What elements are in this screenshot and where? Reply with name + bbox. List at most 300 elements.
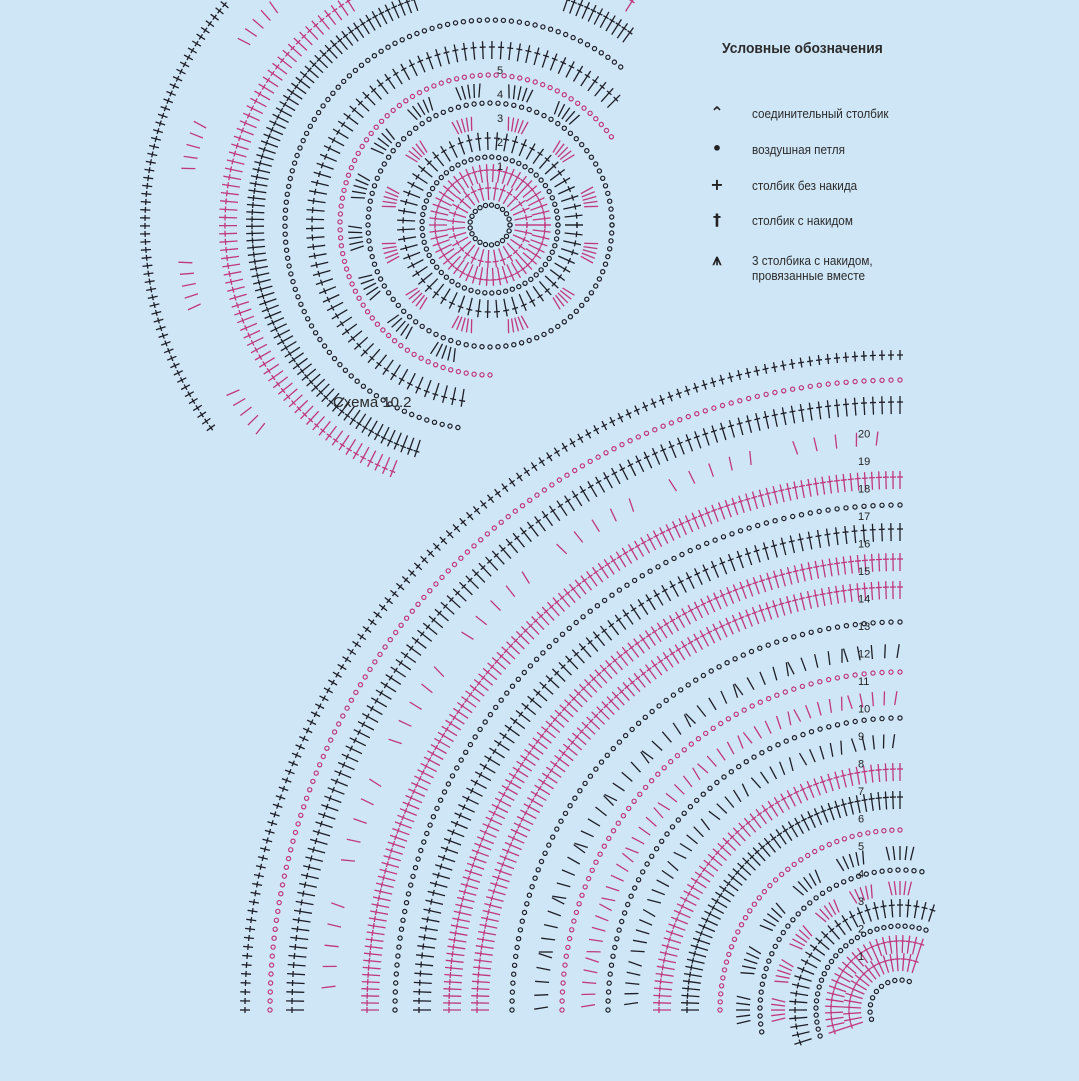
double-crochet-mark	[488, 300, 489, 318]
chain-stitch-mark	[827, 842, 831, 846]
chain-stitch-mark	[424, 247, 428, 251]
double-crochet-mark	[269, 121, 285, 129]
double-crochet-mark	[530, 204, 547, 210]
chain-stitch-mark	[504, 289, 508, 293]
stitch-crossbar	[820, 482, 826, 483]
double-crochet-mark	[252, 273, 270, 277]
chain-stitch-mark	[758, 1006, 762, 1010]
double-crochet-mark	[622, 772, 633, 781]
stitch-crossbar	[481, 944, 482, 950]
double-crochet-mark	[349, 242, 363, 245]
double-crochet-mark	[447, 953, 465, 955]
stitch-crossbar	[800, 569, 806, 570]
chain-stitch-mark	[492, 526, 496, 530]
double-crochet-mark	[306, 26, 318, 39]
double-crochet-mark	[858, 907, 865, 924]
chain-stitch-mark	[602, 844, 606, 848]
chain-stitch-mark	[767, 959, 771, 963]
double-crochet-mark	[447, 228, 465, 230]
double-crochet-mark	[222, 184, 240, 187]
chain-stitch-mark	[774, 878, 778, 882]
double-crochet-mark	[907, 899, 908, 917]
legend-label: воздушная петля	[752, 142, 845, 157]
double-crochet-mark	[846, 993, 863, 998]
double-crochet-mark	[310, 839, 327, 844]
double-crochet-mark	[787, 483, 791, 501]
row-number-label: 19	[858, 456, 871, 468]
double-crochet-mark	[815, 561, 818, 579]
stitch-crossbar	[494, 312, 500, 313]
double-crochet-mark	[809, 873, 816, 885]
stitch-crossbar	[795, 999, 796, 1005]
double-crochet-mark	[513, 235, 530, 242]
chain-stitch-mark	[517, 937, 521, 941]
stitch-crossbar	[318, 271, 320, 277]
double-crochet-mark	[400, 809, 417, 816]
double-crochet-mark	[295, 400, 308, 413]
double-crochet-mark	[515, 230, 533, 234]
double-crochet-mark	[721, 691, 727, 704]
chain-stitch-mark	[874, 989, 878, 993]
double-crochet-mark	[843, 1013, 861, 1014]
double-crochet-mark	[534, 1007, 548, 1009]
double-crochet-mark	[384, 197, 398, 201]
double-crochet-mark	[763, 919, 775, 926]
chain-stitch-mark	[616, 821, 620, 825]
double-crochet-mark	[835, 920, 846, 935]
double-crochet-mark	[361, 799, 374, 805]
double-crochet-mark	[406, 796, 423, 803]
double-crochet-mark	[846, 1022, 863, 1028]
double-crochet-mark	[348, 331, 362, 342]
double-crochet-mark	[674, 852, 687, 858]
double-crochet-mark	[221, 256, 239, 258]
double-crochet-mark	[574, 532, 583, 543]
stitch-crossbar	[470, 869, 472, 875]
stitch-crossbar	[316, 262, 317, 268]
stitch-crossbar	[745, 553, 751, 555]
double-crochet-mark	[687, 835, 698, 844]
double-crochet-mark	[480, 764, 496, 773]
double-crochet-mark	[398, 237, 416, 240]
legend-item-double-crochet	[700, 210, 1000, 234]
double-crochet-mark	[455, 813, 472, 820]
chain-stitch-mark	[295, 153, 299, 157]
double-crochet-mark	[384, 856, 401, 861]
chain-stitch-mark	[556, 216, 560, 220]
double-crochet-mark	[902, 935, 903, 953]
double-crochet-mark	[527, 522, 538, 536]
double-crochet-mark	[466, 118, 468, 132]
chain-stitch-mark	[469, 288, 473, 292]
double-crochet-mark	[411, 783, 427, 791]
stitch-crossbar	[834, 533, 840, 534]
chain-stitch-mark	[800, 632, 804, 636]
chain-stitch-mark	[644, 431, 648, 435]
stitch-crossbar	[855, 561, 861, 562]
double-crochet-mark	[385, 5, 393, 21]
stitch-crossbar	[260, 286, 262, 292]
double-crochet-mark	[182, 284, 196, 287]
double-crochet-mark	[383, 457, 390, 474]
double-crochet-mark	[864, 397, 865, 415]
stitch-crossbar	[160, 325, 162, 331]
double-crochet-mark	[261, 10, 270, 20]
stitch-crossbar	[232, 159, 233, 165]
stitch-crossbar	[147, 263, 148, 269]
double-crochet-mark	[459, 891, 476, 896]
chain-stitch-mark	[393, 339, 397, 343]
chain-stitch-mark	[637, 721, 641, 725]
chain-stitch-mark	[813, 849, 817, 853]
double-crochet-mark	[424, 909, 442, 913]
double-crochet-mark	[418, 103, 425, 115]
chain-stitch-mark	[472, 372, 476, 376]
chain-stitch-mark	[402, 309, 406, 313]
stitch-crossbar	[848, 561, 854, 562]
double-crochet-mark	[794, 976, 811, 982]
stitch-crossbar	[512, 141, 518, 143]
stitch-crossbar	[781, 413, 787, 414]
stitch-crossbar	[728, 425, 734, 427]
chain-stitch-mark	[535, 336, 539, 340]
double-crochet-mark	[845, 526, 847, 544]
stitch-crossbar	[454, 937, 455, 943]
chain-stitch-mark	[594, 284, 598, 288]
double-crochet-mark	[753, 607, 759, 624]
chain-stitch-mark	[556, 223, 560, 227]
chain-stitch-mark	[450, 167, 454, 171]
bottom-doily-diagram	[240, 350, 935, 1045]
chain-stitch-mark	[483, 155, 487, 159]
chain-stitch-mark	[518, 928, 522, 932]
row-number-label: 11	[858, 676, 870, 688]
chain-stitch-mark	[270, 954, 274, 958]
double-crochet-mark	[518, 86, 521, 100]
double-crochet-mark	[414, 982, 432, 983]
chain-stitch-mark	[420, 219, 424, 223]
double-crochet-mark	[403, 802, 420, 809]
stitch-crossbar	[667, 944, 669, 950]
double-crochet-mark	[422, 684, 433, 693]
stitch-crossbar	[431, 899, 432, 905]
chain-stitch-mark	[879, 984, 883, 988]
double-crochet-mark	[695, 568, 703, 584]
chain-stitch-mark	[907, 979, 911, 983]
stitch-crossbar	[451, 965, 452, 971]
stitch-crossbar	[399, 660, 402, 665]
chain-stitch-mark	[715, 780, 719, 784]
stitch-crossbar	[841, 590, 847, 591]
double-crochet-mark	[558, 293, 568, 303]
double-crochet-mark	[500, 856, 517, 863]
double-crochet-mark	[743, 858, 756, 871]
stitch-crossbar	[745, 372, 751, 373]
double-crochet-mark	[452, 237, 468, 246]
double-crochet-mark	[550, 761, 565, 772]
double-crochet-mark	[782, 407, 786, 425]
legend-label: столбик без накида	[752, 178, 858, 193]
double-crochet-mark	[397, 815, 414, 822]
stitch-crossbar	[736, 374, 742, 376]
chain-stitch-mark	[842, 837, 846, 841]
chain-stitch-mark	[401, 918, 405, 922]
chain-stitch-mark	[880, 869, 884, 873]
double-crochet-mark	[470, 857, 487, 863]
stitch-crossbar	[387, 861, 389, 867]
chain-stitch-mark	[464, 343, 468, 347]
double-crochet-mark	[877, 958, 884, 975]
double-crochet-mark	[611, 656, 622, 670]
stitch-crossbar	[315, 189, 316, 195]
chain-stitch-mark	[671, 693, 675, 697]
chain-stitch-mark	[562, 93, 566, 97]
chain-stitch-mark	[455, 77, 459, 81]
double-crochet-mark	[237, 128, 254, 135]
double-crochet-mark	[882, 523, 883, 541]
chain-stitch-mark	[398, 936, 402, 940]
double-crochet-mark	[718, 843, 731, 855]
stitch-crossbar	[862, 560, 868, 561]
double-crochet-mark	[656, 974, 674, 977]
chain-stitch-mark	[543, 262, 547, 266]
chain-stitch-mark	[305, 131, 309, 135]
double-crochet-mark	[873, 735, 874, 749]
double-crochet-mark	[764, 838, 775, 852]
stitch-crossbar	[292, 357, 295, 362]
chain-stitch-mark	[444, 275, 448, 279]
chain-stitch-mark	[435, 806, 439, 810]
stitch-crossbar	[799, 598, 805, 599]
double-crochet-mark	[623, 28, 634, 43]
double-crochet-mark	[611, 875, 624, 881]
chain-stitch-mark	[305, 796, 309, 800]
double-crochet-mark	[588, 5, 596, 21]
chain-stitch-mark	[535, 110, 539, 114]
chain-stitch-mark	[379, 169, 383, 173]
chain-stitch-mark	[468, 743, 472, 747]
chain-stitch-mark	[657, 704, 661, 708]
chain-stitch-mark	[543, 851, 547, 855]
chain-stitch-mark	[822, 972, 826, 976]
stitch-crossbar	[849, 998, 850, 1004]
double-crochet-mark	[472, 981, 490, 982]
chain-stitch-mark	[871, 717, 875, 721]
chain-stitch-mark	[539, 268, 543, 272]
chain-stitch-mark	[477, 18, 481, 22]
double-crochet-mark	[413, 174, 428, 184]
chain-stitch-mark	[415, 31, 419, 35]
chain-stitch-mark	[520, 105, 524, 109]
stitch-crossbar	[433, 890, 434, 896]
chain-stitch-mark	[549, 27, 553, 31]
double-crochet-mark	[479, 267, 482, 285]
double-crochet-mark	[510, 718, 524, 729]
chain-stitch-mark	[302, 310, 306, 314]
chain-stitch-mark	[426, 360, 430, 364]
chain-stitch-mark	[678, 418, 682, 422]
chain-stitch-mark	[372, 262, 376, 266]
double-crochet-mark	[713, 624, 721, 640]
double-crochet-mark	[581, 1005, 595, 1007]
stitch-crossbar	[834, 806, 840, 808]
chain-stitch-mark	[280, 883, 284, 887]
chain-stitch-mark	[514, 954, 518, 958]
chain-stitch-mark	[527, 107, 531, 111]
chain-stitch-mark	[293, 161, 297, 165]
double-crochet-mark	[770, 767, 777, 779]
chain-stitch-mark	[413, 866, 417, 870]
chain-stitch-mark	[655, 847, 659, 851]
double-crochet-mark	[668, 861, 678, 870]
double-crochet-mark	[429, 230, 447, 232]
chain-stitch-mark	[368, 667, 372, 671]
stitch-crossbar	[372, 930, 373, 936]
double-crochet-mark	[479, 165, 482, 183]
chain-stitch-mark	[713, 538, 717, 542]
slip-stitch-icon: ⌃	[710, 103, 724, 122]
chain-stitch-mark	[318, 337, 322, 341]
double-crochet-mark	[393, 69, 403, 84]
chain-stitch-mark	[898, 716, 902, 720]
chain-stitch-mark	[791, 387, 795, 391]
double-crochet-mark	[294, 38, 307, 50]
chain-stitch-mark	[563, 811, 567, 815]
stitch-crossbar	[831, 997, 832, 1003]
stitch-crossbar	[792, 487, 798, 488]
double-crochet-mark	[766, 602, 772, 619]
chain-stitch-mark	[476, 290, 480, 294]
chain-stitch-mark	[563, 963, 567, 967]
chain-stitch-mark	[349, 166, 353, 170]
chain-stitch-mark	[432, 420, 436, 424]
chain-stitch-mark	[871, 621, 875, 625]
stitch-crossbar	[806, 484, 812, 485]
double-crochet-mark	[249, 190, 267, 193]
stitch-crossbar	[378, 895, 379, 901]
double-crochet-mark	[253, 169, 271, 173]
chain-stitch-mark	[844, 380, 848, 384]
stitch-crossbar	[455, 930, 456, 936]
double-crochet-mark	[294, 910, 312, 913]
double-crochet-mark	[367, 706, 383, 715]
chain-stitch-mark	[594, 162, 598, 166]
double-crochet-mark	[749, 946, 761, 953]
chain-stitch-mark	[383, 645, 387, 649]
stitch-crossbar	[754, 370, 760, 371]
double-crochet-mark	[512, 118, 514, 132]
chain-stitch-mark	[767, 697, 771, 701]
chain-stitch-mark	[679, 688, 683, 692]
double-crochet-mark	[253, 280, 271, 284]
double-crochet-mark	[534, 995, 548, 996]
double-crochet-mark	[486, 897, 503, 902]
chain-stitch-mark	[748, 909, 752, 913]
chain-stitch-mark	[387, 333, 391, 337]
double-crochet-mark	[278, 383, 292, 394]
stitch-crossbar	[277, 803, 279, 809]
chain-stitch-mark	[853, 623, 857, 627]
stitch-crossbar	[862, 800, 868, 801]
chain-stitch-mark	[630, 727, 634, 731]
double-crochet-mark	[822, 477, 825, 495]
double-crochet-mark	[528, 696, 542, 708]
chain-stitch-mark	[562, 972, 566, 976]
double-crochet-mark	[466, 576, 479, 589]
double-crochet-mark	[564, 589, 575, 603]
double-crochet-mark	[629, 499, 633, 512]
chain-stitch-mark	[416, 602, 420, 606]
double-crochet-mark	[219, 217, 237, 218]
double-crochet-mark	[850, 584, 852, 602]
chain-stitch-mark	[547, 645, 551, 649]
double-crochet-mark	[843, 474, 845, 492]
double-crochet-mark	[292, 928, 310, 930]
stitch-crossbar	[435, 54, 441, 56]
chain-stitch-mark	[770, 952, 774, 956]
double-crochet-mark	[893, 791, 894, 809]
stitch-crossbar	[151, 287, 152, 293]
chain-stitch-mark	[818, 628, 822, 632]
chain-stitch-mark	[493, 18, 497, 22]
chain-stitch-mark	[758, 998, 762, 1002]
chain-stitch-mark	[410, 609, 414, 613]
chain-stitch-mark	[796, 912, 800, 916]
chain-stitch-mark	[284, 240, 288, 244]
chain-stitch-mark	[650, 779, 654, 783]
double-crochet-mark	[628, 643, 639, 658]
legend-title: Условные обозначения	[722, 40, 883, 57]
chain-stitch-mark	[625, 583, 629, 587]
double-crochet-mark	[264, 134, 281, 141]
stitch-crossbar	[228, 182, 229, 188]
stitch-crossbar	[888, 959, 894, 960]
chain-stitch-mark	[406, 892, 410, 896]
double-crochet-mark	[434, 383, 440, 400]
stitch-crossbar	[797, 983, 798, 989]
double-crochet-mark	[435, 865, 452, 870]
stitch-crossbar	[471, 277, 477, 279]
chain-stitch-mark	[522, 670, 526, 674]
double-crochet-mark	[800, 784, 807, 800]
stitch-crossbar	[437, 872, 439, 878]
double-crochet-mark	[822, 932, 835, 945]
chain-stitch-mark	[588, 459, 592, 463]
double-crochet-mark	[250, 266, 268, 269]
chain-stitch-mark	[650, 709, 654, 713]
double-crochet-mark	[452, 918, 470, 922]
stitch-crossbar	[256, 174, 257, 180]
chain-stitch-mark	[509, 19, 513, 23]
double-crochet-mark	[929, 904, 935, 921]
chain-stitch-mark	[314, 331, 318, 335]
chain-stitch-mark	[555, 89, 559, 93]
double-crochet-mark	[850, 556, 852, 574]
double-crochet-mark	[876, 432, 878, 446]
double-crochet-mark	[856, 852, 859, 866]
chain-stitch-mark	[422, 595, 426, 599]
double-crochet-mark	[300, 32, 313, 45]
chain-stitch-mark	[473, 209, 477, 213]
double-crochet-mark	[599, 904, 611, 911]
chain-stitch-mark	[422, 29, 426, 33]
stitch-crossbar	[249, 935, 250, 941]
chain-stitch-mark	[868, 1003, 872, 1007]
double-crochet-mark	[479, 563, 491, 576]
double-crochet-mark	[703, 428, 709, 445]
chain-stitch-mark	[500, 239, 504, 243]
chain-stitch-mark	[428, 823, 432, 827]
